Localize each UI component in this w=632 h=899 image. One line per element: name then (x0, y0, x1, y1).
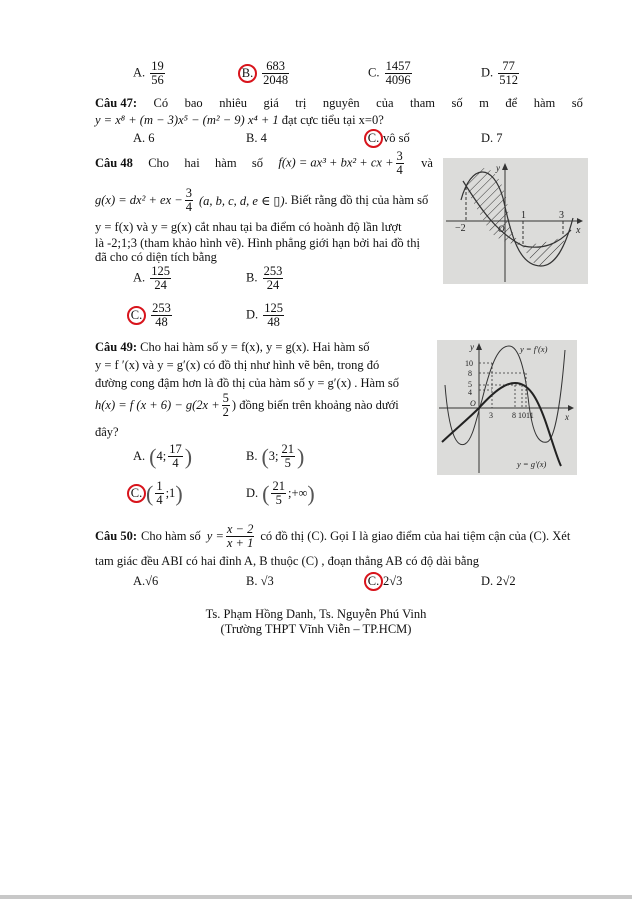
origin-label: O (498, 224, 505, 234)
q46-option-b (238, 60, 291, 87)
question-label: Câu 47: (95, 96, 138, 110)
question-tail: đạt cực tiểu tại x=0? (281, 113, 384, 127)
q46-option-c (368, 60, 414, 87)
q50-option-d (481, 574, 516, 589)
curve-g-prime (442, 383, 561, 466)
numerator: 17 (169, 442, 182, 456)
option-fraction (263, 302, 284, 329)
option-text: ;1 (165, 486, 176, 501)
curve-label-f-prime: y = f′(x) (520, 344, 548, 354)
q50-option-c (364, 572, 402, 591)
numerator: 21 (272, 479, 285, 493)
question-label: Câu 50: (95, 529, 138, 544)
text: ) đồng biến trên khoảng nào dưới (231, 398, 399, 413)
q50-line1 (95, 523, 570, 550)
formula: y = x⁸ + (m − 3)x⁵ − (m² − 9) x⁴ + 1 (95, 113, 279, 127)
text: Cho hàm số (141, 529, 201, 544)
word: trị (295, 96, 307, 110)
q48-line2 (95, 187, 428, 214)
question-label: Câu 48 (95, 156, 133, 171)
formula-fraction (185, 187, 193, 214)
option-letter: A. (133, 131, 146, 145)
formula-fraction (222, 392, 230, 419)
numerator: 125 (264, 301, 284, 315)
word: m (479, 96, 489, 110)
option-text: ;+∞ (287, 486, 308, 501)
y-axis-arrow (502, 163, 508, 170)
q46-option-d (481, 60, 521, 87)
curve-label-g-prime: y = g′(x) (517, 459, 547, 469)
x-axis-arrow (568, 405, 574, 411)
option-fraction (385, 60, 412, 87)
formula: (a, b, c, d, e ∈ ▯) (198, 193, 285, 208)
option-text: 2√3 (383, 574, 403, 588)
numerator: 1 (156, 479, 163, 493)
denominator: 4 (172, 456, 179, 471)
origin-label: O (470, 399, 476, 408)
option-letter: A. (133, 65, 146, 80)
y-axis-arrow (476, 343, 482, 350)
axis-label-y: y (496, 163, 500, 173)
denominator: x + 1 (226, 536, 254, 551)
denominator: 4 (185, 200, 192, 215)
word: Cho (148, 156, 170, 171)
q47-option-d (481, 131, 503, 146)
option-fraction (151, 302, 172, 329)
answer-circle: C. (127, 306, 146, 325)
tick-label: 5 (468, 380, 472, 389)
tick-label: 8 (468, 369, 472, 378)
answer-circle: C. (364, 572, 383, 591)
text: Cho hai hàm số y = f(x), y = g(x). Hai hàm số (140, 340, 370, 354)
word: hai (184, 156, 200, 171)
tick-label: 10 (465, 359, 473, 368)
q48-line3: y = f(x) và y = g(x) cắt nhau tại ba điểm có hoành độ lần lượt (95, 220, 402, 234)
paren-close: ) (175, 480, 183, 506)
denominator: 56 (151, 73, 164, 88)
option-text: 6 (148, 131, 155, 145)
page-bottom-edge (0, 895, 632, 899)
q48-option-d (246, 302, 286, 329)
q49-line1 (95, 340, 370, 355)
text: . Biết rằng đồ thị của hàm số (284, 193, 429, 208)
option-fraction (168, 443, 183, 470)
denominator: 24 (266, 278, 280, 293)
curve-f-prime (445, 346, 565, 445)
denominator: 5 (275, 493, 282, 508)
q47-option-a (133, 131, 155, 146)
paren-open: ( (261, 443, 269, 469)
word: của (376, 96, 394, 110)
question-label: Câu 49: (95, 340, 138, 354)
q50-line2: tam giác đều ABI có hai đỉnh A, B thuộc (C) , đoạn thẳng AB có độ dài bằng (95, 554, 479, 568)
formula: f(x) = ax³ + bx² + cx + (278, 155, 394, 170)
numerator: 77 (498, 60, 519, 74)
q49-option-b (246, 443, 304, 470)
option-text: 2√2 (496, 574, 516, 588)
tick-label: 3 (489, 411, 493, 420)
q49-line3: đường cong đậm hơn là đồ thị của hàm số y = g′(x) . Hàm số (95, 376, 400, 390)
denominator: 2048 (263, 73, 289, 88)
paren-open: ( (146, 480, 154, 506)
x-axis-arrow (577, 218, 583, 224)
word: và (421, 156, 433, 171)
q48-line1 (95, 150, 433, 177)
option-letter: B. (246, 270, 258, 285)
axis-label-x: x (576, 225, 581, 236)
q46-option-a (133, 60, 167, 87)
tick-label: 3 (559, 210, 564, 221)
q48-option-a (133, 265, 173, 292)
numerator: 19 (151, 59, 164, 73)
option-letter: D. (481, 131, 494, 145)
paren-close: ) (184, 443, 193, 469)
word: Có (153, 96, 169, 110)
q49-graph (437, 340, 577, 475)
formula: g(x) = dx² + ex − (95, 193, 183, 208)
numerator: 21 (281, 442, 295, 456)
tick-label: 1 (521, 210, 526, 221)
axis-label-y: y (470, 342, 474, 352)
numerator: 125 (151, 264, 171, 278)
formula-fraction (396, 150, 404, 177)
q49-option-c (127, 480, 183, 507)
denominator: 48 (155, 315, 168, 330)
q48-line5: đã cho có diện tích bằng (95, 250, 217, 264)
word: nhiêu (219, 96, 247, 110)
option-letter: C. (368, 65, 380, 80)
answer-circle: B. (238, 64, 257, 83)
denominator: 512 (499, 73, 519, 88)
option-fraction (262, 60, 289, 87)
q48-option-b (246, 265, 285, 292)
q48-option-c (127, 302, 174, 329)
option-fraction (150, 265, 171, 292)
numerator: 253 (152, 301, 171, 315)
option-text: 3; (268, 449, 279, 464)
word: số (251, 156, 264, 171)
word: số (451, 96, 463, 110)
q47-line2 (95, 113, 384, 128)
denominator: 24 (154, 278, 167, 293)
footer-school: (Trường THPT Vĩnh Viễn – TP.HCM) (220, 622, 412, 636)
q48-line4: là -2;1;3 (tham khảo hình vẽ). Hình phẳng giới hạn bởi hai đồ thị (95, 236, 420, 250)
denominator: 5 (284, 456, 291, 471)
tick-label: 8 (512, 411, 516, 420)
option-letter: D. (481, 65, 494, 80)
footer-authors: Ts. Phạm Hồng Danh, Ts. Nguyễn Phú Vinh (205, 607, 427, 621)
word: hàm (215, 156, 237, 171)
paren-open: ( (149, 443, 157, 469)
denominator: 2 (222, 405, 229, 420)
q47-option-c (364, 129, 410, 148)
paren-close: ) (297, 443, 305, 469)
numerator: 683 (262, 60, 289, 74)
q47-line1 (95, 96, 583, 111)
tick-label: 11 (526, 411, 534, 420)
numerator: 253 (263, 264, 283, 278)
numerator: x − 2 (226, 522, 254, 536)
denominator: 4 (156, 493, 163, 508)
numerator: 5 (222, 391, 229, 405)
q47-option-b (246, 131, 267, 146)
q49-line4 (95, 392, 399, 419)
option-fraction (281, 443, 296, 470)
denominator: 4096 (385, 73, 411, 88)
word: hàm (533, 96, 556, 110)
option-fraction (263, 265, 284, 292)
option-letter: B. (246, 449, 258, 464)
paren-close: ) (307, 480, 315, 506)
tick-label: 10 (518, 411, 526, 420)
q49-option-d (246, 480, 315, 507)
option-text: √3 (260, 574, 274, 588)
option-text: vô số (383, 131, 410, 145)
option-fraction (150, 60, 165, 87)
q49-option-a (133, 443, 192, 470)
option-letter: A. (133, 270, 146, 285)
option-fraction (271, 480, 286, 507)
answer-circle: C. (127, 484, 146, 503)
answer-circle: C. (364, 129, 383, 148)
denominator: 48 (267, 315, 280, 330)
tick-label: 4 (468, 388, 472, 397)
q50-option-b (246, 574, 274, 589)
option-text: 4 (260, 131, 267, 145)
option-text: √6 (145, 574, 159, 588)
word: nguyên (322, 96, 360, 110)
numerator: 1457 (385, 59, 411, 73)
numerator: 3 (185, 186, 192, 200)
option-fraction (155, 480, 163, 507)
q49-line5: đây? (95, 425, 119, 439)
option-letter: B. (246, 574, 258, 588)
option-letter: D. (246, 486, 259, 501)
option-letter: A. (133, 574, 146, 588)
axis-label-x: x (565, 412, 569, 422)
formula-fraction (226, 523, 254, 550)
q48-figure (443, 158, 588, 284)
word: số (571, 96, 583, 110)
word: bao (184, 96, 203, 110)
word: giá (263, 96, 279, 110)
option-letter: B. (246, 131, 258, 145)
q48-graph (443, 158, 588, 284)
formula: h(x) = f (x + 6) − g(2x + (95, 398, 220, 413)
q49-line2: y = f ′(x) và y = g′(x) có đồ thị như hình vẽ bên, trong đó (95, 358, 380, 372)
q50-option-a (133, 574, 158, 589)
formula: y = (206, 529, 224, 544)
paren-open: ( (262, 480, 270, 506)
option-letter: D. (481, 574, 494, 588)
word: tham (410, 96, 436, 110)
option-letter: A. (133, 449, 146, 464)
denominator: 4 (396, 163, 403, 178)
option-fraction (498, 60, 519, 87)
option-text: 7 (496, 131, 503, 145)
text: có đồ thị (C). Gọi I là giao điểm của hai tiệm cận của (C). Xét (260, 529, 571, 544)
tick-label: −2 (455, 223, 466, 234)
word: để (505, 96, 518, 110)
option-text: 4; (156, 449, 167, 464)
q49-figure (437, 340, 577, 475)
option-letter: D. (246, 307, 259, 322)
numerator: 3 (396, 149, 403, 163)
